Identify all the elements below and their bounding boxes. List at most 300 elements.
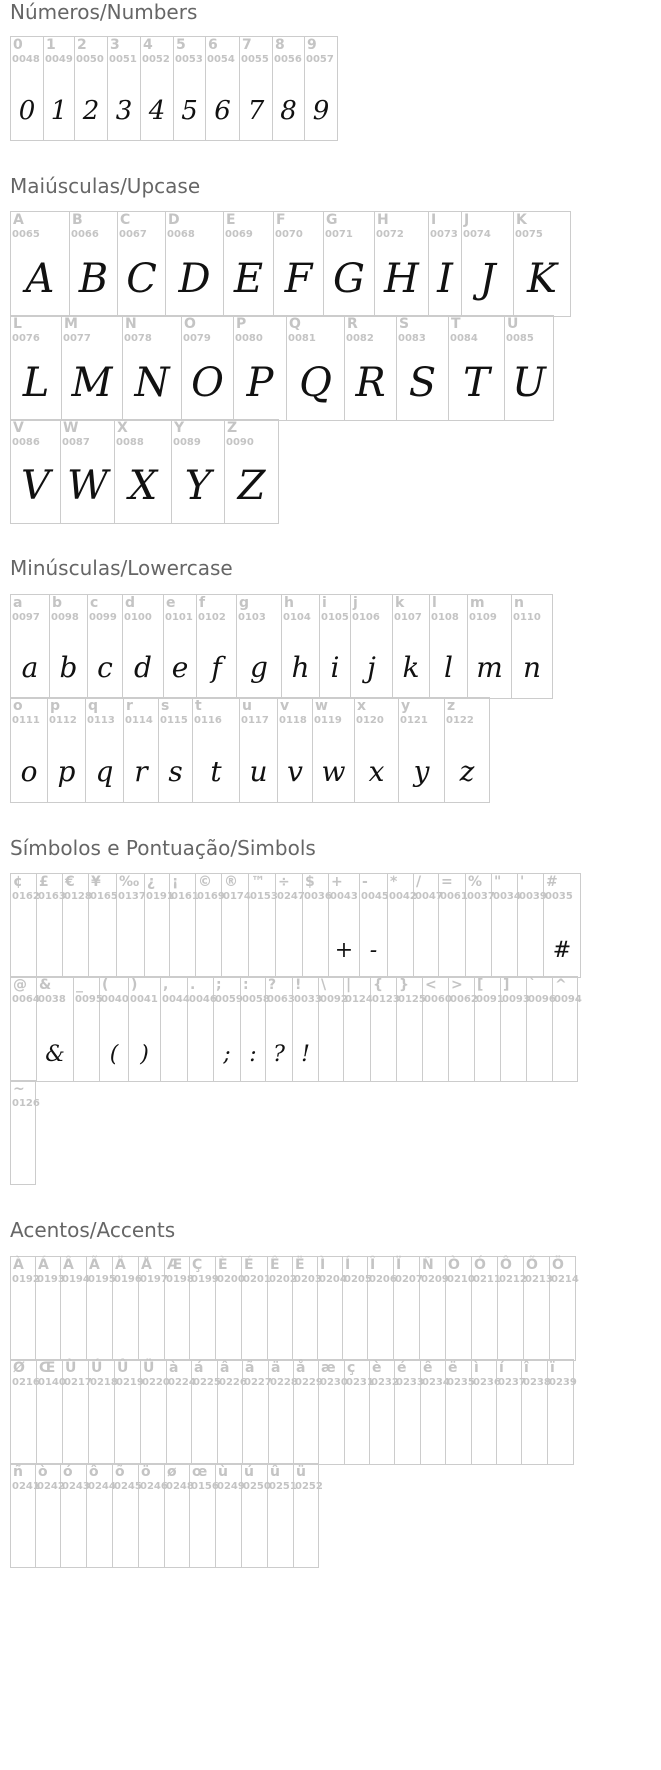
- glyph-code-label: 0108: [431, 612, 459, 623]
- glyph-code-label: 0197: [140, 1274, 168, 1285]
- glyph-sample: u: [249, 755, 268, 788]
- glyph-code-label: 0057: [306, 54, 334, 65]
- glyph-code-label: 0055: [241, 54, 269, 65]
- glyph-cell: [273, 37, 305, 141]
- glyph-code-label: 0092: [320, 994, 348, 1005]
- glyph-sample: 8: [280, 96, 297, 126]
- glyph-code-label: 0060: [424, 994, 452, 1005]
- glyph-cell: [167, 1360, 196, 1465]
- glyph-character-label: Í: [345, 1257, 351, 1273]
- glyph-sample: S: [408, 360, 437, 406]
- section-title: Minúsculas/Lowercase: [10, 556, 233, 580]
- glyph-code-label: 0067: [119, 229, 147, 240]
- glyph-code-label: 0225: [193, 1377, 221, 1388]
- glyph-character-label: Æ: [167, 1257, 183, 1273]
- glyph-character-label: V: [13, 420, 24, 436]
- glyph-character-label: x: [357, 698, 367, 714]
- glyph-row: [10, 1080, 40, 1185]
- glyph-sample: ): [140, 1042, 149, 1067]
- glyph-code-label: 0251: [269, 1481, 297, 1492]
- glyph-cell: [11, 698, 48, 803]
- glyph-character-label: ¢: [13, 874, 23, 890]
- glyph-character-label: a: [13, 595, 23, 611]
- glyph-cell: [240, 37, 273, 141]
- glyph-cell: [355, 698, 399, 803]
- glyph-character-label: E: [226, 212, 236, 228]
- glyph-code-label: 0156: [191, 1481, 219, 1492]
- glyph-character-label: Z: [227, 420, 238, 436]
- glyph-sample: c: [97, 651, 113, 684]
- glyph-sample: 4: [148, 96, 166, 126]
- glyph-character-label: ù: [218, 1464, 228, 1480]
- glyph-code-label: 0093: [502, 994, 530, 1005]
- glyph-cell: [329, 874, 360, 978]
- glyph-character-label: Ë: [295, 1257, 305, 1273]
- glyph-code-label: 0097: [12, 612, 40, 623]
- glyph-cell: [11, 874, 40, 978]
- glyph-cell: [37, 1360, 66, 1465]
- glyph-code-label: 0216: [12, 1377, 40, 1388]
- glyph-cell: [313, 698, 355, 803]
- glyph-character-label: 1: [46, 37, 56, 53]
- glyph-cell: [420, 1257, 449, 1361]
- glyph-code-label: 0094: [554, 994, 582, 1005]
- glyph-cell: [214, 977, 241, 1082]
- glyph-code-label: 0104: [283, 612, 311, 623]
- glyph-cell: [161, 977, 188, 1082]
- glyph-character-label: Ò: [448, 1257, 460, 1273]
- glyph-character-label: X: [117, 420, 128, 436]
- glyph-cell: [399, 698, 445, 803]
- glyph-cell: [276, 874, 303, 978]
- glyph-character-label: ç: [347, 1360, 356, 1376]
- glyph-code-label: 0239: [549, 1377, 577, 1388]
- glyph-code-label: 0052: [142, 54, 170, 65]
- glyph-cell: [89, 874, 117, 978]
- glyph-cell: [524, 1257, 553, 1361]
- glyph-cell: [11, 316, 62, 421]
- glyph-code-label: 0128: [64, 891, 92, 902]
- glyph-cell: [197, 595, 237, 699]
- glyph-code-label: 0119: [314, 715, 342, 726]
- glyph-cell: [113, 1464, 142, 1568]
- glyph-code-label: 0034: [493, 891, 521, 902]
- glyph-cell: [430, 595, 468, 699]
- glyph-code-label: 0140: [38, 1377, 66, 1388]
- glyph-cell: [305, 37, 338, 141]
- glyph-code-label: 0084: [450, 333, 478, 344]
- glyph-code-label: 0198: [166, 1274, 194, 1285]
- glyph-code-label: 0070: [275, 229, 303, 240]
- glyph-sample: j: [367, 651, 376, 684]
- glyph-code-label: 0050: [76, 54, 104, 65]
- glyph-code-label: 0040: [101, 994, 129, 1005]
- glyph-character-label: 0: [13, 37, 23, 53]
- glyph-code-label: 0062: [450, 994, 478, 1005]
- glyph-code-label: 0058: [242, 994, 270, 1005]
- glyph-code-label: 0231: [346, 1377, 374, 1388]
- glyph-character-label: Ä: [115, 1257, 126, 1273]
- glyph-cell: [164, 595, 197, 699]
- glyph-code-label: 0061: [440, 891, 468, 902]
- glyph-sample: O: [191, 360, 224, 406]
- glyph-row: [10, 1359, 577, 1465]
- glyph-character-label: N: [125, 316, 137, 332]
- glyph-sample: e: [171, 651, 189, 684]
- glyph-code-label: 0037: [467, 891, 495, 902]
- glyph-sample: 3: [115, 96, 133, 126]
- glyph-character-label: <: [425, 977, 437, 993]
- glyph-cell: [170, 874, 199, 978]
- glyph-character-label: î: [524, 1360, 529, 1376]
- glyph-cell: [74, 977, 103, 1082]
- glyph-character-label: {: [373, 977, 383, 993]
- glyph-cell: [522, 1360, 551, 1465]
- glyph-cell: [395, 1360, 424, 1465]
- glyph-sample: X: [128, 463, 158, 509]
- glyph-code-label: 0237: [498, 1377, 526, 1388]
- glyph-character-label: b: [52, 595, 63, 611]
- glyph-code-label: 0233: [396, 1377, 424, 1388]
- glyph-cell: [141, 37, 174, 141]
- glyph-cell: [351, 595, 393, 699]
- glyph-cell: [190, 1257, 219, 1361]
- glyph-sample: ;: [223, 1042, 231, 1067]
- glyph-code-label: 0214: [551, 1274, 579, 1285]
- glyph-cell: [269, 1360, 298, 1465]
- glyph-sample: s: [168, 755, 183, 788]
- glyph-sample: B: [78, 256, 109, 302]
- glyph-sample: z: [459, 755, 475, 788]
- glyph-code-label: 0229: [295, 1377, 323, 1388]
- glyph-cell: [462, 212, 514, 317]
- glyph-code-label: 0107: [394, 612, 422, 623]
- glyph-code-label: 0100: [124, 612, 152, 623]
- glyph-character-label: p: [50, 698, 61, 714]
- glyph-code-label: 0243: [62, 1481, 90, 1492]
- glyph-sample: T: [463, 360, 490, 406]
- glyph-character-label: ä: [271, 1360, 281, 1376]
- glyph-cell: [294, 1360, 323, 1465]
- glyph-character-label: h: [284, 595, 294, 611]
- glyph-character-label: I: [431, 212, 437, 228]
- glyph-code-label: 0048: [12, 54, 40, 65]
- glyph-code-label: 0247: [277, 891, 305, 902]
- glyph-character-label: ö: [141, 1464, 151, 1480]
- glyph-cell: [237, 595, 282, 699]
- glyph-character-label: -: [362, 874, 368, 890]
- glyph-cell: [268, 1464, 297, 1568]
- glyph-cell: [397, 316, 449, 421]
- glyph-code-label: 0047: [415, 891, 443, 902]
- glyph-cell: [370, 1360, 399, 1465]
- glyph-code-label: 0098: [51, 612, 79, 623]
- glyph-character-label: ÷: [278, 874, 290, 890]
- glyph-code-label: 0195: [88, 1274, 116, 1285]
- glyph-character-label: ï: [550, 1360, 555, 1376]
- glyph-cell: [182, 316, 234, 421]
- glyph-character-label: j: [353, 595, 358, 611]
- glyph-sample: t: [210, 755, 222, 788]
- glyph-code-label: 0236: [473, 1377, 501, 1388]
- glyph-cell: [206, 37, 240, 141]
- glyph-character-label: Ã: [89, 1257, 100, 1273]
- glyph-character-label: #: [546, 874, 558, 890]
- glyph-sample: +: [334, 938, 354, 963]
- glyph-code-label: 0137: [118, 891, 146, 902]
- glyph-cell: [224, 212, 274, 317]
- glyph-code-label: 0219: [116, 1377, 144, 1388]
- glyph-code-label: 0073: [430, 229, 458, 240]
- glyph-character-label: 4: [143, 37, 153, 53]
- glyph-code-label: 0056: [274, 54, 302, 65]
- glyph-character-label: R: [347, 316, 358, 332]
- glyph-cell: [36, 1257, 65, 1361]
- glyph-sample: a: [21, 651, 39, 684]
- glyph-row: [10, 1463, 323, 1568]
- glyph-row: [10, 36, 338, 141]
- glyph-character-label: r: [126, 698, 133, 714]
- glyph-character-label: Ö: [552, 1257, 564, 1273]
- glyph-character-label: ú: [244, 1464, 254, 1480]
- glyph-cell: [345, 316, 397, 421]
- section-title: Símbolos e Pontuação/Simbols: [10, 836, 316, 860]
- glyph-character-label: ™: [251, 874, 265, 890]
- glyph-row: [10, 1256, 579, 1361]
- glyph-cell: [115, 420, 172, 524]
- glyph-cell: [527, 977, 556, 1082]
- glyph-sample: l: [444, 651, 453, 684]
- glyph-cell: [100, 977, 129, 1082]
- glyph-sample: f: [211, 651, 222, 684]
- glyph-character-label: %: [468, 874, 483, 890]
- glyph-cell: [243, 1360, 272, 1465]
- glyph-code-label: 0209: [421, 1274, 449, 1285]
- glyph-cell: [282, 595, 320, 699]
- glyph-cell: [123, 316, 182, 421]
- glyph-code-label: 0069: [225, 229, 253, 240]
- glyph-character-label: è: [372, 1360, 382, 1376]
- glyph-code-label: 0207: [395, 1274, 423, 1285]
- glyph-sample: r: [134, 755, 148, 788]
- glyph-cell: [497, 1360, 526, 1465]
- glyph-sample: H: [384, 256, 419, 302]
- glyph-cell: [192, 1360, 221, 1465]
- glyph-cell: [139, 1464, 168, 1568]
- glyph-character-label: y: [401, 698, 411, 714]
- glyph-character-label: Ó: [474, 1257, 486, 1273]
- glyph-character-label: }: [399, 977, 409, 993]
- glyph-code-label: 0205: [344, 1274, 372, 1285]
- glyph-sample: A: [25, 256, 55, 302]
- glyph-character-label: È: [218, 1257, 228, 1273]
- glyph-character-label: c: [90, 595, 99, 611]
- glyph-cell: [36, 1464, 65, 1568]
- glyph-cell: [145, 874, 174, 978]
- glyph-cell: [70, 212, 118, 317]
- glyph-character-label: G: [326, 212, 338, 228]
- glyph-character-label: A: [13, 212, 24, 228]
- glyph-character-label: !: [295, 977, 302, 993]
- glyph-character-label: £: [39, 874, 49, 890]
- glyph-code-label: 0246: [140, 1481, 168, 1492]
- glyph-sample: 2: [82, 96, 100, 126]
- glyph-code-label: 0242: [37, 1481, 65, 1492]
- glyph-character-label: ;: [216, 977, 222, 993]
- glyph-code-label: 0200: [217, 1274, 245, 1285]
- glyph-character-label: M: [64, 316, 78, 332]
- glyph-cell: [498, 1257, 527, 1361]
- glyph-row: [10, 697, 490, 803]
- glyph-sample: W: [66, 463, 109, 509]
- glyph-code-label: 0217: [64, 1377, 92, 1388]
- glyph-cell: [61, 1464, 90, 1568]
- glyph-character-label: m: [470, 595, 485, 611]
- glyph-code-label: 0123: [372, 994, 400, 1005]
- glyph-sample: !: [301, 1042, 310, 1067]
- glyph-code-label: 0038: [38, 994, 66, 1005]
- glyph-character-label: 6: [208, 37, 218, 53]
- glyph-row: [10, 315, 554, 421]
- glyph-code-label: 0105: [321, 612, 349, 623]
- glyph-character-label: T: [451, 316, 461, 332]
- glyph-cell: [287, 316, 345, 421]
- glyph-character-label: œ: [192, 1464, 208, 1480]
- glyph-sample: y: [413, 755, 430, 788]
- glyph-code-label: 0083: [398, 333, 426, 344]
- glyph-character-label: ô: [89, 1464, 99, 1480]
- section-title: Números/Numbers: [10, 0, 198, 24]
- glyph-code-label: 0053: [175, 54, 203, 65]
- glyph-code-label: 0234: [422, 1377, 450, 1388]
- glyph-character-label: ü: [296, 1464, 306, 1480]
- glyph-cell: [318, 1257, 347, 1361]
- glyph-character-label: C: [120, 212, 131, 228]
- glyph-cell: [518, 874, 547, 978]
- glyph-cell: [172, 420, 225, 524]
- glyph-code-label: 0041: [130, 994, 158, 1005]
- glyph-character-label: Á: [38, 1257, 49, 1273]
- glyph-cell: [466, 874, 495, 978]
- glyph-code-label: 0232: [371, 1377, 399, 1388]
- glyph-sample: ?: [273, 1042, 285, 1067]
- glyph-row: [10, 211, 571, 317]
- glyph-cell: [324, 212, 375, 317]
- glyph-sample: p: [57, 755, 76, 788]
- glyph-character-label: J: [464, 212, 470, 228]
- glyph-row: [10, 594, 553, 699]
- glyph-character-label: ]: [503, 977, 510, 993]
- glyph-character-label: ø: [167, 1464, 177, 1480]
- glyph-character-label: l: [432, 595, 437, 611]
- glyph-character-label: =: [441, 874, 453, 890]
- glyph-cell: [514, 212, 571, 317]
- glyph-character-label: @: [13, 977, 27, 993]
- glyph-cell: [544, 874, 581, 978]
- section-title: Acentos/Accents: [10, 1218, 176, 1242]
- glyph-character-label: u: [242, 698, 252, 714]
- glyph-character-label: W: [63, 420, 79, 436]
- glyph-sample: V: [21, 463, 50, 509]
- glyph-code-label: 0043: [330, 891, 358, 902]
- glyph-cell: [472, 1257, 501, 1361]
- glyph-cell: [445, 698, 490, 803]
- glyph-character-label: À: [13, 1257, 24, 1273]
- glyph-cell: [196, 874, 225, 978]
- glyph-character-label: Ï: [396, 1257, 402, 1273]
- glyph-cell: [129, 977, 161, 1082]
- glyph-code-label: 0248: [166, 1481, 194, 1492]
- glyph-code-label: 0191: [146, 891, 174, 902]
- glyph-code-label: 0091: [476, 994, 504, 1005]
- glyph-sample: &: [45, 1042, 65, 1067]
- glyph-code-label: 0153: [250, 891, 278, 902]
- glyph-character-label: g: [239, 595, 250, 611]
- glyph-sample: i: [330, 651, 340, 684]
- glyph-sample: 9: [312, 96, 330, 126]
- glyph-cell: [234, 316, 287, 421]
- glyph-code-label: 0033: [294, 994, 322, 1005]
- glyph-character-label: z: [447, 698, 456, 714]
- glyph-code-label: 0199: [191, 1274, 219, 1285]
- glyph-code-label: 0202: [269, 1274, 297, 1285]
- glyph-character-label: $: [305, 874, 315, 890]
- glyph-cell: [86, 698, 124, 803]
- glyph-code-label: 0095: [75, 994, 103, 1005]
- glyph-code-label: 0109: [469, 612, 497, 623]
- glyph-cell: [439, 874, 466, 978]
- glyph-sample: q: [95, 755, 114, 788]
- glyph-code-label: 0161: [171, 891, 199, 902]
- glyph-character-label: Ô: [500, 1257, 512, 1273]
- glyph-sample: C: [126, 256, 157, 302]
- glyph-cell: [388, 874, 417, 978]
- glyph-cell: [343, 1257, 372, 1361]
- glyph-character-label: Y: [174, 420, 185, 436]
- glyph-character-label: s: [161, 698, 170, 714]
- glyph-cell: [141, 1360, 170, 1465]
- glyph-character-label: Ø: [13, 1360, 25, 1376]
- glyph-cell: [278, 698, 313, 803]
- glyph-code-label: 0112: [49, 715, 77, 726]
- glyph-code-label: 0201: [243, 1274, 271, 1285]
- glyph-cell: [44, 37, 75, 141]
- glyph-cell: [449, 977, 478, 1082]
- glyph-code-label: 0051: [109, 54, 137, 65]
- glyph-character-label: f: [199, 595, 206, 611]
- glyph-sample: k: [402, 651, 420, 684]
- glyph-code-label: 0220: [142, 1377, 170, 1388]
- glyph-cell: [165, 1464, 194, 1568]
- glyph-sample: b: [59, 651, 78, 684]
- glyph-character-label: w: [315, 698, 328, 714]
- glyph-sample: F: [284, 256, 313, 302]
- glyph-cell: [139, 1257, 168, 1361]
- glyph-cell: [165, 1257, 194, 1361]
- glyph-character-label: é: [397, 1360, 407, 1376]
- glyph-code-label: 0193: [37, 1274, 65, 1285]
- glyph-cell: [553, 977, 582, 1082]
- glyph-character-label: d: [125, 595, 136, 611]
- glyph-character-label: O: [184, 316, 196, 332]
- glyph-character-label: Õ: [526, 1257, 538, 1273]
- glyph-code-label: 0192: [12, 1274, 40, 1285]
- glyph-cell: [113, 1257, 142, 1361]
- glyph-cell: [423, 977, 452, 1082]
- glyph-character-label: Å: [141, 1257, 152, 1273]
- glyph-code-label: 0111: [12, 715, 40, 726]
- glyph-code-label: 0244: [88, 1481, 116, 1492]
